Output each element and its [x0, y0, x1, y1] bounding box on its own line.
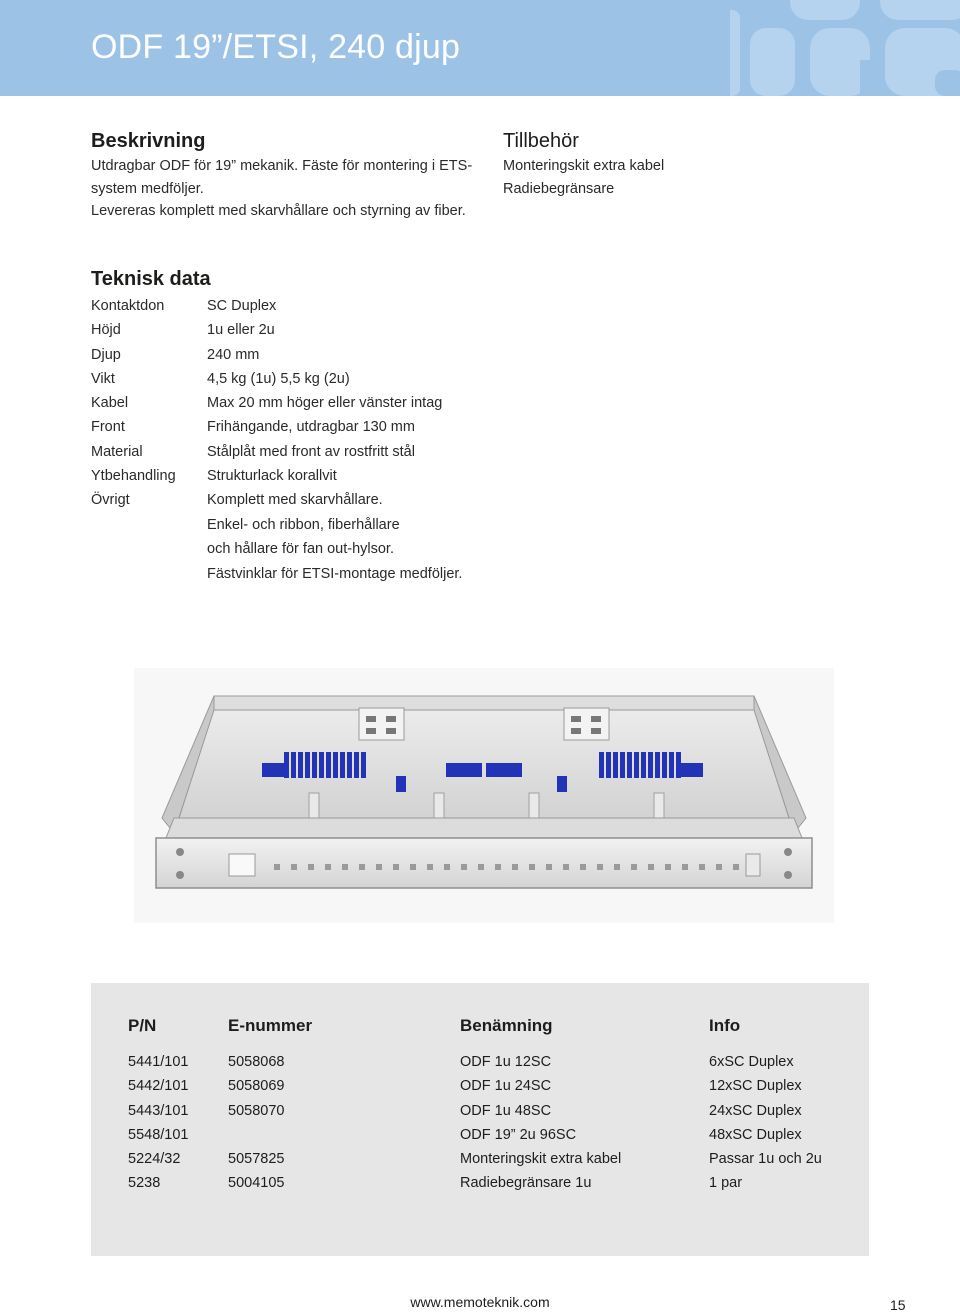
page-number: 15 [890, 1297, 906, 1313]
tech-extra-line: Fästvinklar för ETSI-montage medföljer. [207, 565, 463, 582]
name-cell: ODF 1u 24SC [460, 1078, 552, 1095]
tech-label: Kontaktdon [91, 298, 165, 314]
beskrivning-heading: Beskrivning [91, 130, 206, 152]
tech-row [91, 294, 442, 318]
tech-value: Frihängande, utdragbar 130 mm [207, 419, 415, 436]
pn-cell: 5548/101 [128, 1126, 189, 1143]
tech-label: Djup [91, 346, 121, 363]
header-pn: P/N [128, 1016, 157, 1035]
tech-row [91, 318, 442, 342]
e-nummer-column [228, 1050, 284, 1196]
tech-label: Front [91, 419, 125, 436]
tech-value: 240 mm [207, 346, 260, 363]
tech-extra-text [207, 513, 462, 586]
tech-row [91, 440, 442, 464]
tech-extra-line: och hållare för fan out-hylsor. [207, 541, 394, 558]
teknisk-data-heading: Teknisk data [91, 268, 211, 290]
name-cell: Monteringskit extra kabel [460, 1151, 622, 1168]
tech-value: SC Duplex [207, 298, 277, 314]
footer-url[interactable]: www.memoteknik.com [410, 1294, 550, 1310]
enr-cell: 5004105 [228, 1175, 285, 1192]
page-title: ODF 19”/ETSI, 240 djup [91, 28, 461, 66]
info-cell: 48xSC Duplex [709, 1126, 802, 1143]
tech-value: Strukturlack korallvit [207, 468, 337, 485]
tech-label: Övrigt [91, 492, 130, 509]
tech-row [91, 415, 442, 439]
info-cell: 24xSC Duplex [709, 1102, 802, 1119]
name-cell: Radiebegränsare 1u [460, 1175, 592, 1192]
tech-row [91, 464, 442, 488]
header-decoration [730, 0, 960, 96]
enr-cell: 5058069 [228, 1078, 285, 1095]
tech-extra-line: Enkel- och ribbon, fiberhållare [207, 517, 400, 533]
enr-cell: 5058070 [228, 1102, 285, 1119]
tech-label: Material [91, 443, 143, 460]
pn-cell: 5238 [128, 1175, 161, 1192]
tech-label: Vikt [91, 370, 115, 387]
info-cell: 12xSC Duplex [709, 1078, 802, 1095]
name-cell: ODF 1u 48SC [460, 1102, 552, 1119]
tech-row [91, 367, 442, 391]
info-cell: 6xSC Duplex [709, 1054, 794, 1070]
name-cell: ODF 1u 12SC [460, 1054, 552, 1070]
tech-row [91, 391, 442, 415]
info-column [709, 1050, 822, 1196]
tech-label: Ytbehandling [91, 468, 176, 485]
tech-row [91, 343, 442, 367]
info-cell: Passar 1u och 2u [709, 1151, 822, 1168]
pn-cell: 5441/101 [128, 1054, 189, 1070]
header-info: Info [709, 1016, 741, 1035]
technical-data-table [91, 294, 442, 513]
info-cell: 1 par [709, 1175, 743, 1192]
odf-product-image [134, 668, 834, 923]
tech-value: 1u eller 2u [207, 322, 275, 339]
enr-cell: 5057825 [228, 1151, 285, 1168]
beskrivning-line: Levereras komplett med skarvhållare och styrning av fiber. [91, 203, 466, 219]
tillbehor-line: Radiebegränsare [503, 180, 615, 197]
page-header [0, 0, 960, 96]
beskrivning-line: system medföljer. [91, 180, 204, 197]
tech-value: Stålplåt med front av rostfritt stål [207, 443, 415, 460]
pn-cell: 5442/101 [128, 1078, 189, 1095]
enr-cell [228, 1123, 284, 1147]
pn-column [128, 1050, 188, 1196]
tech-value: Max 20 mm höger eller vänster intag [207, 395, 443, 412]
tech-label: Kabel [91, 395, 129, 412]
benamning-column [460, 1050, 621, 1196]
header-benamning: Benämning [460, 1016, 553, 1035]
tillbehor-line: Monteringskit extra kabel [503, 158, 665, 174]
pn-cell: 5224/32 [128, 1151, 181, 1168]
tech-value: 4,5 kg (1u) 5,5 kg (2u) [207, 370, 350, 387]
tech-row [91, 488, 442, 512]
name-cell: ODF 19” 2u 96SC [460, 1126, 577, 1143]
tillbehor-text [503, 155, 664, 200]
pn-cell: 5443/101 [128, 1102, 189, 1119]
tech-label: Höjd [91, 322, 121, 339]
tillbehor-heading: Tillbehör [503, 130, 579, 152]
beskrivning-line: Utdragbar ODF för 19” mekanik. Fäste för montering i ETS- [91, 158, 473, 174]
enr-cell: 5058068 [228, 1054, 285, 1070]
beskrivning-text [91, 155, 472, 223]
tech-value: Komplett med skarvhållare. [207, 492, 383, 509]
header-e-nummer: E-nummer [228, 1016, 313, 1035]
